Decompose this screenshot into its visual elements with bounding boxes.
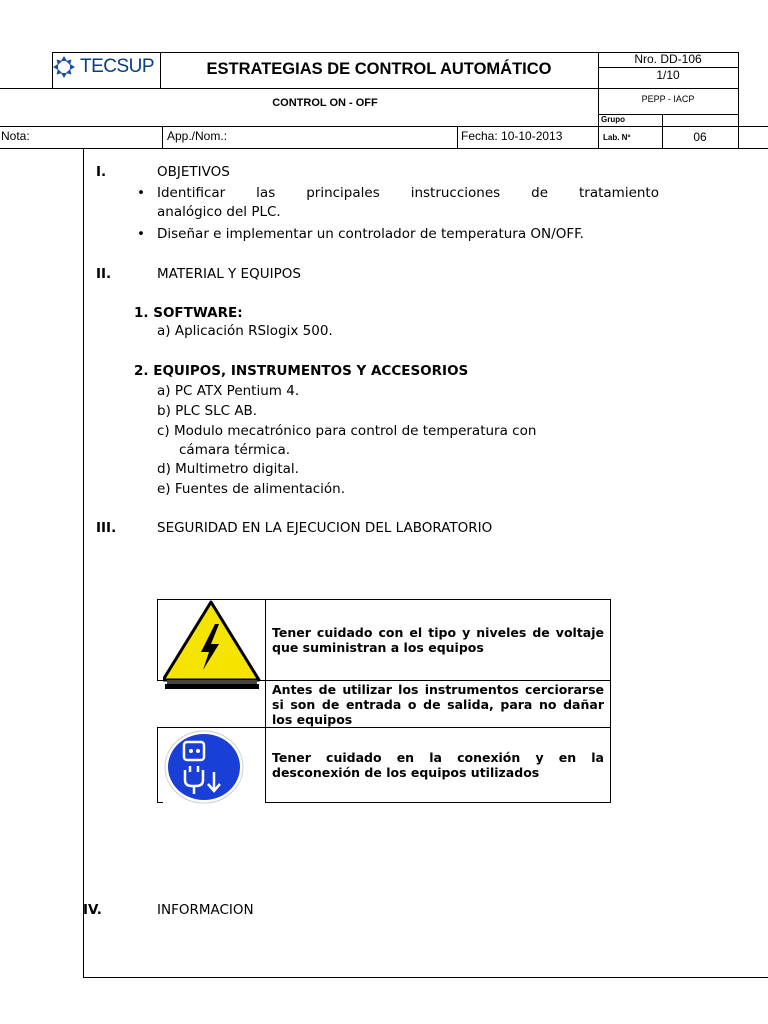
page-number: 1/10 [656,68,680,82]
group-label: Grupo [601,115,625,124]
objective-item: Identificar las principales instrucciones de tratamiento [157,185,659,201]
section-title: MATERIAL Y EQUIPOS [157,266,301,282]
bullet-icon: • [137,226,145,242]
software-item: a) Aplicación RSlogix 500. [157,323,333,339]
document-title: ESTRATEGIAS DE CONTROL AUTOMÁTICO [206,59,552,78]
safety-text: Tener cuidado con el tipo y niveles de voltaje que suministran a los equipos [272,625,604,655]
section-number: IV. [83,902,102,918]
equipos-item: d) Multimetro digital. [157,461,299,477]
equipos-item: e) Fuentes de alimentación. [157,481,346,497]
app-nom-label: App./Nom.: [167,129,228,143]
disconnect-plug-icon [163,730,245,804]
bullet-icon: • [137,185,145,201]
equipos-item: c) Modulo mecatrónico para control de temperatura con [157,423,537,439]
body-frame-bottom [83,977,768,978]
doc-number: Nro. DD-106 [634,52,702,66]
safety-text: Tener cuidado en la conexión y en la desconexión de los equipos utilizados [272,750,604,780]
objective-item: Diseñar e implementar un controlador de temperatura ON/OFF. [157,226,584,242]
body-frame-left [83,148,84,978]
section-number: I. [96,164,107,180]
lab-value: 06 [693,130,707,144]
section-title: INFORMACION [157,902,254,918]
equipos-title: 2. EQUIPOS, INSTRUMENTOS Y ACCESORIOS [134,363,469,379]
program-code: PEPP - IACP [641,94,695,104]
equipos-item: b) PLC SLC AB. [157,403,258,419]
nota-label: Nota: [1,129,30,143]
section-number: II. [96,266,112,282]
tecsup-logo [52,52,160,82]
logo-text: TECSUP [80,56,155,77]
safety-text: Antes de utilizar los instrumentos cerciorarse si son de entrada o de salida, para no dañar los equipos [272,682,604,727]
document-subtitle: CONTROL ON - OFF [272,97,378,109]
equipos-item: a) PC ATX Pentium 4. [157,383,300,399]
high-voltage-warning-icon [163,600,263,692]
tecsup-logo-icon [52,55,76,79]
section-number: III. [96,520,117,536]
section-title: SEGURIDAD EN LA EJECUCION DEL LABORATORIO [157,520,493,536]
lab-label: Lab. Nº [603,133,631,142]
objective-item-continued: analógico del PLC. [157,204,281,220]
equipos-item-continued: cámara térmica. [179,442,291,458]
software-title: 1. SOFTWARE: [134,305,243,321]
section-title: OBJETIVOS [157,164,230,180]
fecha-label: Fecha: 10-10-2013 [461,129,563,143]
